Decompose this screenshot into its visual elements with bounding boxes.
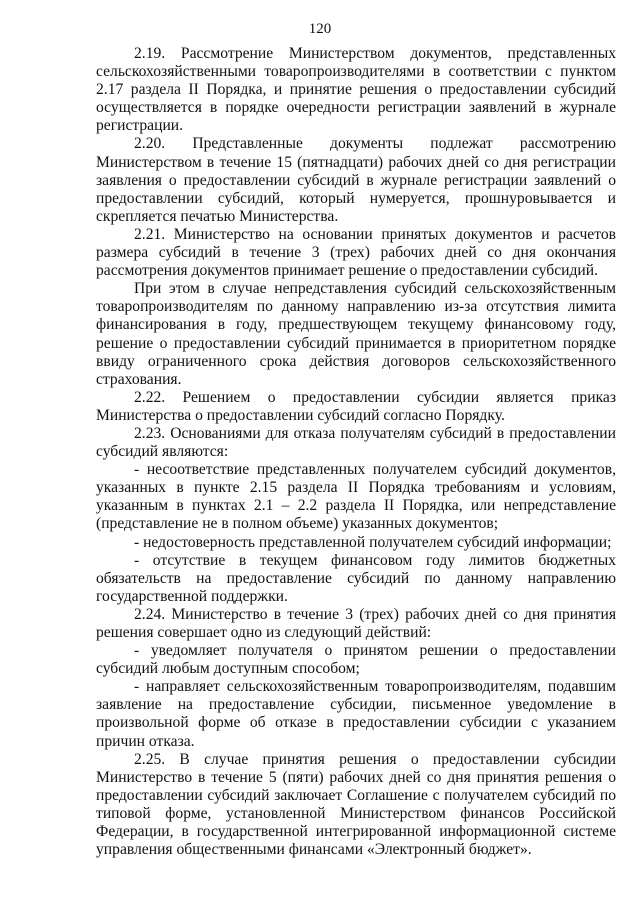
- paragraph-2-25: 2.25. В случае принятия решения о предоставлении субсидии Министерство в течение 5 (пяти) рабочих дней со дня принятия решения о предоставлении субсидий заключает Соглашение с получателем субсидий по типовой форме, установленной Министерством финансов Российской Федерации, в государственной интегрированной информационной системе управления общественными финансами «Электронный бюджет».: [96, 750, 616, 859]
- document-body: [96, 45, 616, 859]
- paragraph-2-23: 2.23. Основаниями для отказа получателям субсидий в предоставлении субсидий являются:: [96, 424, 616, 461]
- paragraph-2-19: 2.19. Рассмотрение Министерством документов, представленных сельскохозяйственными товаропроизводителями в соответствии с пунктом 2.17 раздела II Порядка, и принятие решения о предоставлении субсидий осуществляется в порядке очередности регистрации заявлений в журнале регистрации.: [96, 45, 616, 135]
- action-item: - уведомляет получателя о принятом решении о предоставлении субсидий любым доступным способом;: [96, 642, 616, 678]
- refusal-reason-item: - отсутствие в текущем финансовом году лимитов бюджетных обязательств на предоставление субсидий по данному направлению государственной поддержки.: [96, 551, 616, 605]
- paragraph-2-21-note: При этом в случае непредставления субсидий сельскохозяйственным товаропроизводителям по данному направлению из-за отсутствия лимита финансирования в году, предшествующем текущему финансовому году, решение о предоставлении субсидий принимается в приоритетном порядке ввиду ограниченного срока действия договоров сельскохозяйственного страхования.: [96, 280, 616, 388]
- paragraph-2-24: 2.24. Министерство в течение 3 (трех) рабочих дней со дня принятия решения совершает одно из следующий действий:: [96, 605, 616, 641]
- paragraph-2-21: 2.21. Министерство на основании принятых документов и расчетов размера субсидий в течение 3 (трех) рабочих дней со дня окончания рассмотрения документов принимает решение о предоставлении субсидий.: [96, 225, 616, 280]
- refusal-reason-item: - недостоверность представленной получателем субсидий информации;: [134, 533, 612, 551]
- page-number: 120: [308, 21, 332, 37]
- paragraph-2-20: 2.20. Представленные документы подлежат рассмотрению Министерством в течение 15 (пятнадцати) рабочих дней со дня регистрации заявления о предоставлении субсидий в журнале регистрации заявлений о предоставлении субсидий, который нумеруется, прошнуровывается и скрепляется печатью Министерства.: [96, 135, 616, 225]
- paragraph-2-22: 2.22. Решением о предоставлении субсидии является приказ Министерства о предоставлении субсидий согласно Порядку.: [96, 388, 616, 424]
- action-item: - направляет сельскохозяйственным товаропроизводителям, подавшим заявление на предоставление субсидии, письменное уведомление в произвольной форме об отказе в предоставлении субсидии с указанием причин отказа.: [96, 678, 616, 750]
- refusal-reason-item: - несоответствие представленных получателем субсидий документов, указанных в пункте 2.15 раздела II Порядка требованиям и условиям, указанным в пунктах 2.1 – 2.2 раздела II Порядка, или непредставление (представление не в полном объеме) указанных документов;: [96, 461, 616, 533]
